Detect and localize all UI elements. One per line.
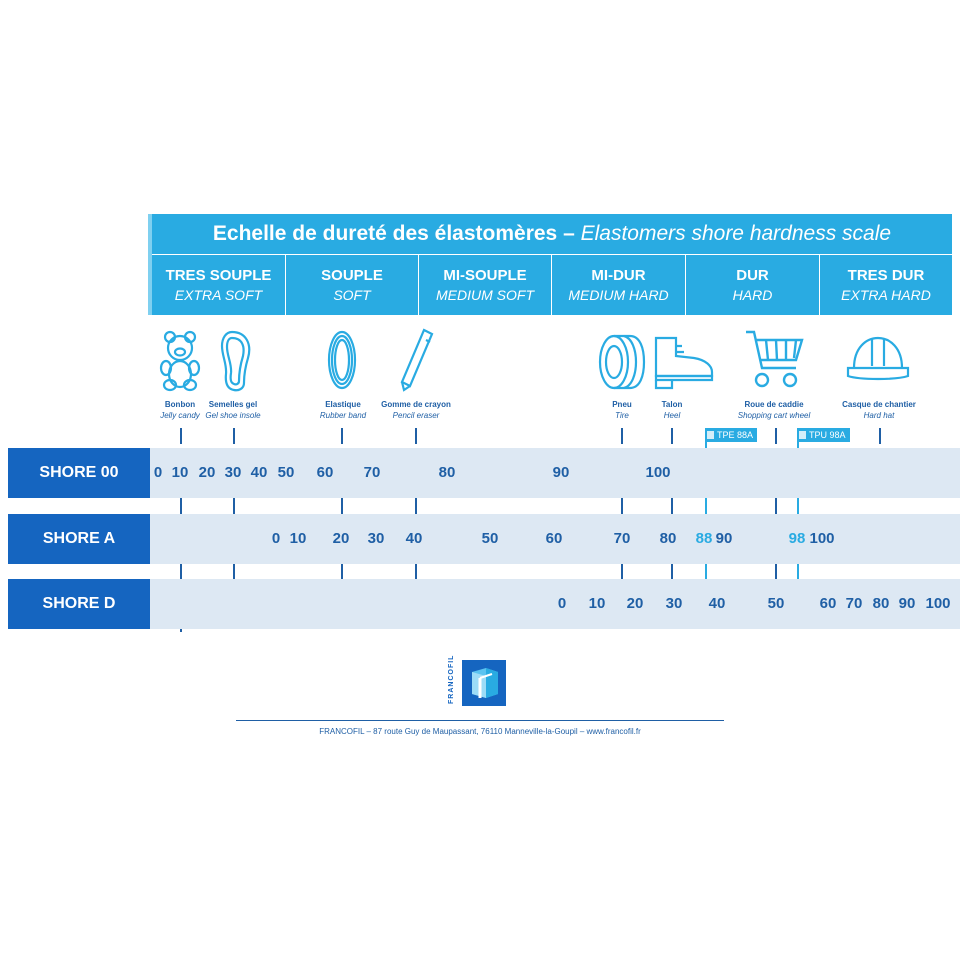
object-label-en: Rubber band (319, 411, 367, 420)
object-label-fr: Bonbon (164, 400, 196, 409)
shore-00-value: 0 (153, 464, 163, 481)
rubber-band-icon (310, 328, 374, 392)
tire-icon (590, 328, 654, 392)
title-fr: Echelle de dureté des élastomères – (212, 222, 581, 245)
object-label-en: Pencil eraser (392, 411, 440, 420)
category-soft (285, 255, 418, 315)
object-label-en: Hard hat (863, 411, 895, 420)
category-label-fr: TRES DUR (847, 267, 925, 284)
shore-d-value: 50 (767, 595, 785, 612)
category-label-fr: MI-SOUPLE (443, 267, 527, 284)
shore-00-value: 50 (277, 464, 295, 481)
tick (775, 498, 777, 514)
shore-a-label: SHORE A (8, 514, 150, 564)
footer-address: FRANCOFIL – 87 route Guy de Maupassant, 76110 Manneville-la-Goupil – www.francofil.fr (319, 727, 641, 736)
tick-tpe-88a (705, 561, 707, 581)
tick (621, 563, 623, 579)
tick-tire (621, 428, 623, 444)
object-label-en: Tire (615, 411, 629, 420)
shore-a-value: 100 (809, 530, 835, 547)
tick-hard-hat (879, 428, 881, 444)
shore-a-value: 60 (545, 530, 563, 547)
shore-a-value: 90 (715, 530, 733, 547)
tick (775, 563, 777, 579)
shore-d-value: 30 (665, 595, 683, 612)
object-label-fr: Roue de caddie (744, 400, 804, 409)
flag-tpu-98a (797, 428, 850, 442)
category-extra-hard (819, 255, 952, 315)
tick (671, 563, 673, 579)
category-label-fr: MI-DUR (591, 267, 646, 284)
object-label-fr: Semelles gel (208, 400, 258, 409)
footer-divider (236, 720, 724, 721)
tick (341, 563, 343, 579)
tick-tpu-98a (797, 496, 799, 516)
tick (415, 498, 417, 514)
object-label-fr: Pneu (612, 400, 632, 409)
category-label-en: MEDIUM SOFT (436, 287, 534, 303)
tick-heel (671, 428, 673, 444)
tick (180, 563, 182, 579)
shore-00-value: 80 (438, 464, 456, 481)
hard-hat-icon (846, 328, 910, 392)
shore-00-value: 30 (224, 464, 242, 481)
category-medium-hard (551, 255, 685, 315)
object-label-en: Jelly candy (160, 411, 200, 420)
shopping-cart-icon (742, 328, 806, 392)
shore-00-value: 10 (171, 464, 189, 481)
object-label-fr: Talon (661, 400, 683, 409)
shore-d-band (150, 579, 960, 629)
flag-label: TPU 98A (809, 430, 846, 440)
object-label-hard-hat (824, 400, 934, 421)
object-label-en: Shopping cart wheel (737, 411, 811, 420)
boot-icon (652, 328, 716, 392)
tick-gel-insole (233, 428, 235, 444)
category-label-en: EXTRA SOFT (174, 287, 263, 303)
shore-d-value: 10 (588, 595, 606, 612)
flag-marker-icon (707, 431, 714, 439)
category-hard (685, 255, 819, 315)
shore-d-label: SHORE D (8, 579, 150, 629)
object-label-cart-wheel (719, 400, 829, 421)
tick (415, 563, 417, 579)
shore-a-value-98: 98 (788, 530, 806, 547)
object-label-heel (617, 400, 727, 421)
shore-00-value: 100 (645, 464, 671, 481)
object-label-fr: Elastique (325, 400, 361, 409)
tick-pencil-eraser (415, 428, 417, 444)
tick-tpu-98a (797, 561, 799, 581)
tick (621, 498, 623, 514)
shoe-insole-icon (202, 328, 266, 392)
tick-jelly-candy (180, 428, 182, 444)
category-label-en: MEDIUM HARD (568, 287, 669, 303)
tick (233, 563, 235, 579)
shore-a-value: 0 (271, 530, 281, 547)
flag-tpe-88a (705, 428, 757, 442)
shore-d-value: 90 (898, 595, 916, 612)
shore-d-value: 80 (872, 595, 890, 612)
category-extra-soft (152, 255, 285, 315)
tick (671, 498, 673, 514)
shore-a-value: 20 (332, 530, 350, 547)
shore-a-value: 30 (367, 530, 385, 547)
flag-marker-icon (799, 431, 806, 439)
shore-a-value-88: 88 (695, 530, 713, 547)
logo-brand-text: FRANCOFIL (448, 654, 455, 704)
tick (341, 498, 343, 514)
tick-cart-wheel (775, 428, 777, 444)
object-label-fr: Gomme de crayon (381, 400, 451, 409)
category-label-en: EXTRA HARD (841, 287, 931, 303)
shore-a-value: 40 (405, 530, 423, 547)
shore-d-value: 70 (845, 595, 863, 612)
shore-d-value: 20 (626, 595, 644, 612)
pencil-icon (384, 328, 448, 392)
shore-00-value: 90 (552, 464, 570, 481)
shore-00-value: 60 (316, 464, 334, 481)
tick-rubber-band (341, 428, 343, 444)
object-label-gel-insole (178, 400, 288, 421)
shore-00-value: 70 (363, 464, 381, 481)
tick-tpe-88a (705, 496, 707, 516)
shore-d-value: 40 (708, 595, 726, 612)
francofil-logo (444, 654, 506, 706)
tick (180, 498, 182, 514)
category-label-fr: TRES SOUPLE (165, 267, 272, 284)
shore-d-value: 60 (819, 595, 837, 612)
tick (233, 498, 235, 514)
shore-d-value: 100 (925, 595, 951, 612)
shore-d-value: 0 (557, 595, 567, 612)
object-label-pencil-eraser (361, 400, 471, 421)
category-label-fr: SOUPLE (321, 267, 383, 284)
category-medium-soft (418, 255, 551, 315)
shore-00-value: 20 (198, 464, 216, 481)
object-label-en: Heel (663, 411, 681, 420)
shore-a-value: 50 (481, 530, 499, 547)
title-en: Elastomers shore hardness scale (580, 222, 892, 245)
shore-a-value: 80 (659, 530, 677, 547)
object-label-fr: Casque de chantier (842, 400, 916, 409)
flag-label: TPE 88A (717, 430, 754, 440)
shore-a-value: 70 (613, 530, 631, 547)
category-label-en: HARD (732, 287, 773, 303)
category-label-en: SOFT (333, 287, 371, 303)
category-label-fr: DUR (736, 267, 769, 284)
object-label-en: Gel shoe insole (205, 411, 261, 420)
chart-title (152, 214, 952, 254)
shore-00-label: SHORE 00 (8, 448, 150, 498)
shore-00-value: 40 (250, 464, 268, 481)
shore-a-value: 10 (289, 530, 307, 547)
